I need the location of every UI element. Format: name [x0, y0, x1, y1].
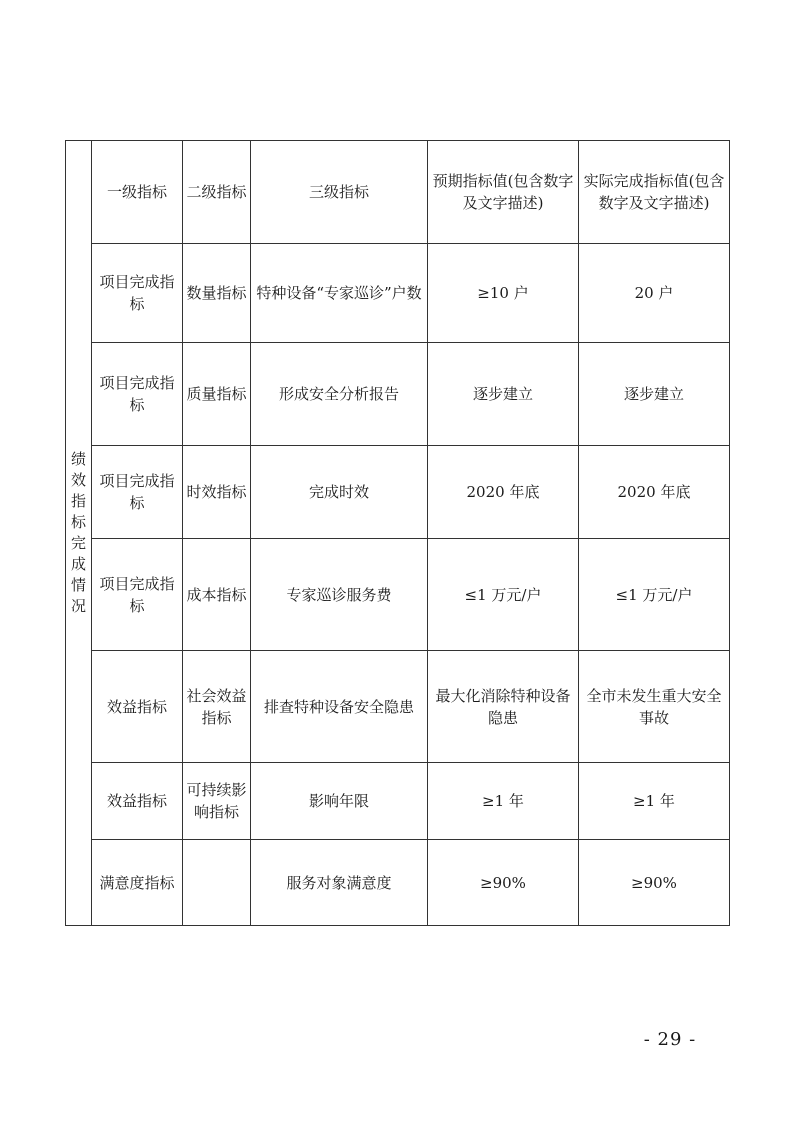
- header-actual: 实际完成指标值(包含数字及文字描述): [579, 141, 730, 244]
- side-label-cell: [66, 141, 92, 926]
- cell-level3: 专家巡诊服务费: [251, 539, 428, 651]
- cell-expected: ≥90%: [428, 840, 579, 926]
- cell-level2: 质量指标: [183, 343, 251, 446]
- cell-level2: 成本指标: [183, 539, 251, 651]
- cell-expected: 逐步建立: [428, 343, 579, 446]
- cell-expected: 最大化消除特种设备隐患: [428, 651, 579, 763]
- cell-level1: 效益指标: [92, 651, 183, 763]
- cell-expected: ≥10 户: [428, 244, 579, 343]
- cell-level3: 影响年限: [251, 763, 428, 840]
- cell-actual: ≥90%: [579, 840, 730, 926]
- performance-indicator-table: [65, 140, 730, 926]
- cell-level3: 完成时效: [251, 446, 428, 539]
- cell-level1: 项目完成指标: [92, 539, 183, 651]
- cell-level1: 项目完成指标: [92, 446, 183, 539]
- header-level3: 三级指标: [251, 141, 428, 244]
- cell-level3: 形成安全分析报告: [251, 343, 428, 446]
- cell-level1: 项目完成指标: [92, 244, 183, 343]
- page-number: - 29 -: [643, 1029, 697, 1050]
- cell-level2: 可持续影响指标: [183, 763, 251, 840]
- cell-actual: 20 户: [579, 244, 730, 343]
- header-row: [66, 141, 730, 244]
- cell-actual: 2020 年底: [579, 446, 730, 539]
- cell-expected: ≥1 年: [428, 763, 579, 840]
- cell-expected: 2020 年底: [428, 446, 579, 539]
- header-level1: 一级指标: [92, 141, 183, 244]
- table-row: [66, 343, 730, 446]
- cell-level3: 排查特种设备安全隐患: [251, 651, 428, 763]
- cell-actual: 全市未发生重大安全事故: [579, 651, 730, 763]
- header-level2: 二级指标: [183, 141, 251, 244]
- table-row: [66, 840, 730, 926]
- cell-level3: 服务对象满意度: [251, 840, 428, 926]
- header-expected: 预期指标值(包含数字及文字描述): [428, 141, 579, 244]
- table-row: [66, 244, 730, 343]
- cell-level2: [183, 840, 251, 926]
- cell-level1: 效益指标: [92, 763, 183, 840]
- cell-level2: 数量指标: [183, 244, 251, 343]
- cell-expected: ≤1 万元/户: [428, 539, 579, 651]
- cell-level1: 项目完成指标: [92, 343, 183, 446]
- cell-actual: 逐步建立: [579, 343, 730, 446]
- side-label: 绩效指标完成情况: [70, 450, 86, 615]
- table-row: [66, 446, 730, 539]
- cell-level3: 特种设备“专家巡诊”户数: [251, 244, 428, 343]
- cell-level2: 社会效益指标: [183, 651, 251, 763]
- cell-level1: 满意度指标: [92, 840, 183, 926]
- cell-actual: ≥1 年: [579, 763, 730, 840]
- cell-actual: ≤1 万元/户: [579, 539, 730, 651]
- table-row: [66, 651, 730, 763]
- table-row: [66, 763, 730, 840]
- cell-level2: 时效指标: [183, 446, 251, 539]
- table-row: [66, 539, 730, 651]
